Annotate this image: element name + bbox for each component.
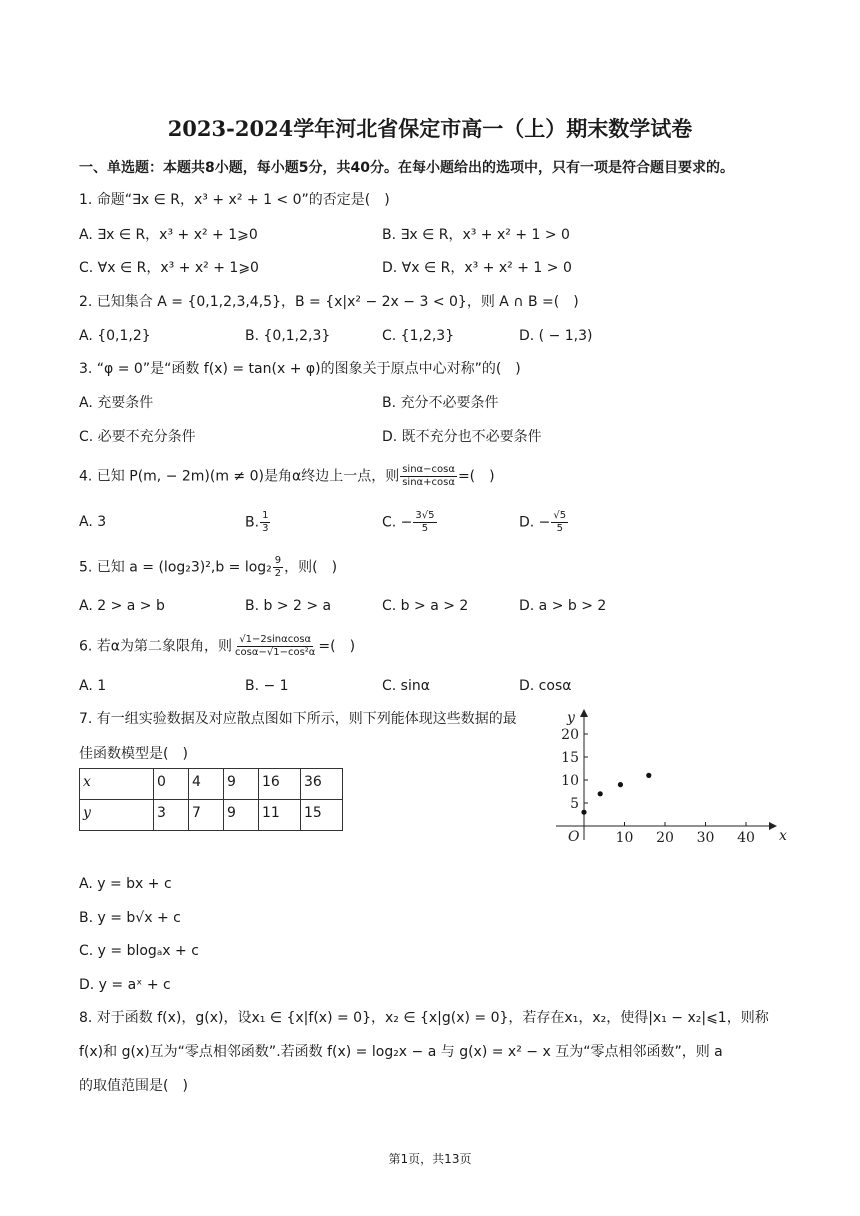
table-cell: 15 [301,800,343,831]
scatter-plot [550,700,790,850]
fraction-numerator: 1 [262,510,269,521]
question-2-stem: 2. 已知集合 A = {0,1,2,3,4,5}，B = {x|x² − 2x − 3 < 0}，则 A ∩ B =( ) [79,294,579,310]
fraction-denominator: sinα+cosα [402,477,455,488]
question-5-option-d: D. a > b > 2 [519,598,607,614]
table-cell: 7 [189,800,224,831]
question-1-option-d: D. ∀x ∈ R，x³ + x² + 1 > 0 [382,260,572,276]
fraction-denominator: 2 [274,568,282,579]
y-tick-label: 15 [561,750,579,766]
question-7-stem-line2: 佳函数模型是( ) [79,746,188,762]
option-fraction [260,510,270,535]
table-cell: 3 [154,800,189,831]
option-label: B. [245,514,260,531]
y-axis-label: y [567,710,575,726]
scatter-point [598,791,603,796]
question-6-option-b: B. − 1 [245,678,289,694]
question-5-option-a: A. 2 > a > b [79,598,165,614]
table-cell: 0 [154,769,189,800]
fraction-numerator: √1−2sinαcosα [239,634,312,645]
scatter-point [646,773,651,778]
x-tick-label: 20 [656,830,674,846]
x-tick-label: 40 [737,830,755,846]
x-axis-label: x [779,828,787,844]
question-2-option-b: B. {0,1,2,3} [245,328,331,344]
question-2-option-c: C. {1,2,3} [382,328,455,344]
option-fraction [551,510,568,535]
question-7-option-a: A. y = bx + c [79,876,172,892]
fraction-denominator: 5 [556,523,563,534]
table-cell: 4 [189,769,224,800]
x-tick-label: 30 [696,830,715,846]
question-5-stem-text: 5. 已知 a = (log₂3)²,b = log₂ [79,559,272,576]
question-3-option-b: B. 充分不必要条件 [382,395,499,411]
question-3-option-a: A. 充要条件 [79,395,154,411]
table-cell: 9 [224,800,259,831]
table-cell: 16 [259,769,301,800]
question-4-option-b [245,510,271,535]
question-5-option-c: C. b > a > 2 [382,598,469,614]
table-cell: 36 [301,769,343,800]
question-4-option-a: A. 3 [79,514,107,530]
page-title: 2023-2024学年河北省保定市高一（上）期末数学试卷 [167,116,693,141]
question-4-stem-text: 4. 已知 P(m, − 2m)(m ≠ 0)是角α终边上一点，则 [79,468,400,485]
fraction-numerator: 9 [274,555,282,566]
question-5-stem [79,555,337,580]
table-row [80,800,343,831]
question-6-option-c: C. sinα [382,678,430,694]
question-8-line1: 8. 对于函数 f(x)，g(x)，设x₁ ∈ {x|f(x) = 0}，x₂ ∈ {x|g(x) = 0}，若存在x₁，x₂，使得|x₁ − x₂|⩽1，则称 [79,1010,769,1026]
question-7-option-c: C. y = blogₐx + c [79,943,199,959]
question-1-option-a: A. ∃x ∈ R，x³ + x² + 1⩾0 [79,227,258,243]
fraction-denominator: 5 [421,523,429,534]
question-2-option-d: D. ( − 1,3) [519,328,593,344]
scatter-point [618,782,623,787]
question-2-option-a: A. {0,1,2} [79,328,151,344]
option-label: C. − [382,514,413,531]
question-6-fraction [233,634,317,659]
question-7-option-b: B. y = b√x + c [79,910,181,926]
question-6-stem-end: =( ) [318,638,356,655]
table-cell: 9 [224,769,259,800]
question-4-stem [79,464,495,489]
fraction-denominator: 3 [262,523,269,534]
option-fraction [413,510,436,535]
question-4-option-c [382,510,438,535]
data-table [79,768,343,831]
question-8-line2: f(x)和 g(x)互为“零点相邻函数”.若函数 f(x) = log₂x − a 与 g(x) = x² − x 互为“零点相邻函数”，则 a [79,1044,723,1060]
page-footer: 第1页，共13页 [388,1152,472,1166]
question-1-option-b: B. ∃x ∈ R，x³ + x² + 1 > 0 [382,227,570,243]
question-5-stem-end: ，则( ) [284,559,338,576]
y-tick-label: 20 [561,727,579,743]
table-cell: y [80,800,154,831]
question-4-option-d [519,510,569,535]
y-tick-label: 5 [570,796,579,812]
question-3-option-d: D. 既不充分也不必要条件 [382,429,542,445]
origin-label: O [568,829,580,845]
table-cell: 11 [259,800,301,831]
table-cell: x [80,769,154,800]
question-4-fraction [400,464,457,489]
fraction-denominator: cosα−√1−cos²α [235,647,316,658]
question-7-stem-line1: 7. 有一组实验数据及对应散点图如下所示，则下列能体现这些数据的最 [79,711,517,727]
question-1-option-c: C. ∀x ∈ R，x³ + x² + 1⩾0 [79,260,259,276]
table-row [80,769,343,800]
scatter-point [581,810,586,815]
x-tick-label: 10 [615,830,634,846]
question-3-option-c: C. 必要不充分条件 [79,429,196,445]
fraction-numerator: sinα−cosα [402,464,455,475]
question-8-line3: 的取值范围是( ) [79,1078,188,1094]
question-4-stem-end: =( ) [457,468,495,485]
question-5-fraction [273,555,283,580]
question-7-option-d: D. y = aˣ + c [79,977,171,993]
question-3-stem: 3. “φ = 0”是“函数 f(x) = tan(x + φ)的图象关于原点中心对称”的( ) [79,361,521,377]
section-heading: 一、单选题：本题共8小题，每小题5分，共40分。在每小题给出的选项中，只有一项是符合题目要求的。 [79,160,734,176]
question-6-stem [79,634,355,659]
fraction-numerator: 3√5 [415,510,435,521]
y-tick-label: 10 [561,773,579,789]
question-6-stem-text: 6. 若α为第二象限角，则 [79,638,233,655]
option-label: D. − [519,514,551,531]
fraction-numerator: √5 [553,510,567,521]
question-5-option-b: B. b > 2 > a [245,598,332,614]
question-6-option-a: A. 1 [79,678,107,694]
question-1-stem: 1. 命题“∃x ∈ R，x³ + x² + 1 < 0”的否定是( ) [79,192,390,208]
question-6-option-d: D. cosα [519,678,572,694]
